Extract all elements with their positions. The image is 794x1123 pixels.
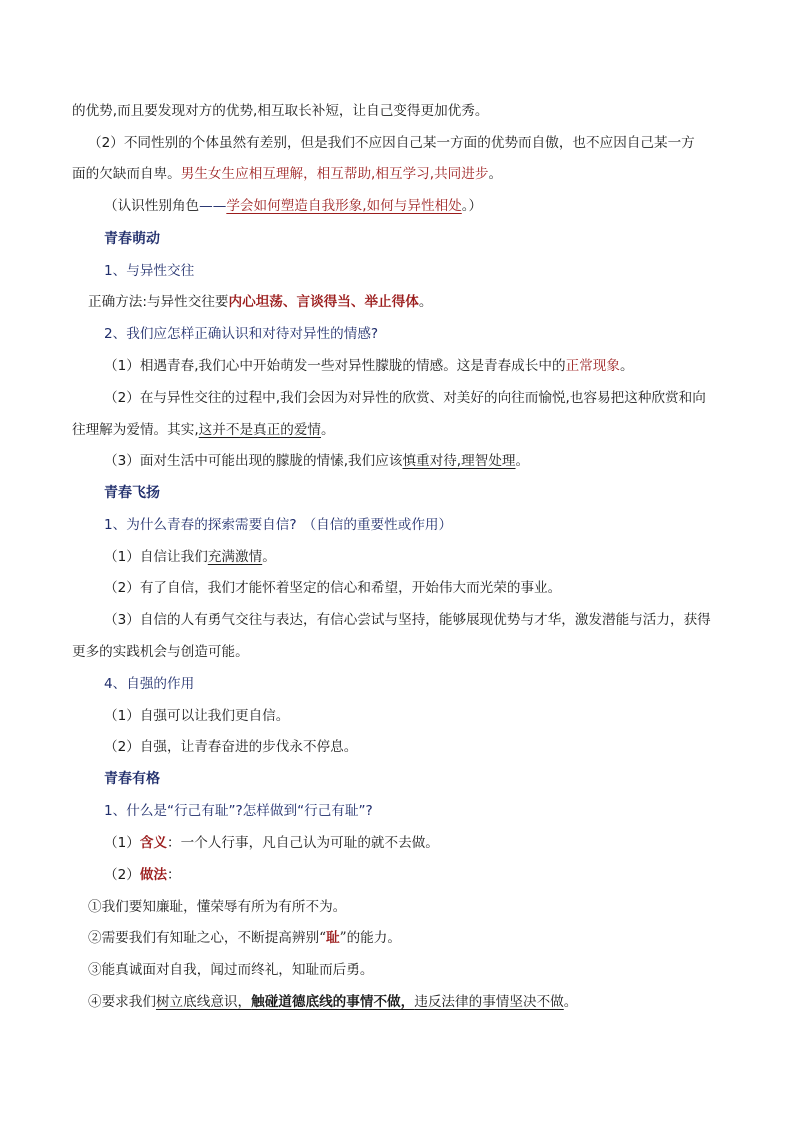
- paragraph-line: [0, 356, 794, 376]
- paragraph-line: [0, 451, 794, 471]
- text: ：: [167, 867, 181, 883]
- text: ③能真诚面对自我，闻过而终礼，知耻而后勇。: [88, 962, 374, 978]
- subheading-text: 1、为什么青春的探索需要自信?: [104, 517, 297, 533]
- paragraph-line: [0, 133, 794, 153]
- text: 。: [262, 549, 276, 565]
- text: （1）: [104, 835, 140, 851]
- text: 。: [515, 453, 530, 469]
- text: ①我们要知廉耻，懂荣辱有所为有所不为。: [88, 899, 347, 915]
- underlined-text: 充满激情: [207, 549, 263, 565]
- subheading: 2、我们应怎样正确认识和对待对异性的情感?: [104, 326, 379, 342]
- underlined-text: 树立底线意识，: [155, 994, 252, 1010]
- text: （3）面对生活中可能出现的朦胧的情愫,我们应该: [104, 453, 403, 469]
- paragraph-line: [0, 101, 794, 121]
- text: 正确方法:与异性交往要: [88, 294, 229, 310]
- paragraph-line: [0, 292, 794, 312]
- subheading: 1、什么是“行己有耻”?怎样做到“行己有耻”?: [104, 803, 373, 819]
- underlined-text: 这并不是真正的爱情: [198, 422, 322, 438]
- text: ②需要我们有知耻之心，不断提高辨别“: [88, 930, 327, 946]
- text: 。: [488, 166, 503, 182]
- emphasis-text: 男生女生应相互理解，相互帮助,相互学习,共同进步: [180, 166, 489, 182]
- text: 面的欠缺而自卑。: [72, 166, 181, 182]
- text: 。）: [461, 198, 483, 214]
- text: （2）有了自信，我们才能怀着坚定的信心和希望，开始伟大而光荣的事业。: [104, 580, 562, 596]
- text: （2）: [104, 867, 140, 883]
- list-item: [0, 992, 794, 1012]
- list-item: [0, 897, 794, 917]
- paragraph-line: [0, 578, 794, 598]
- bold-emphasis: 做法: [139, 867, 168, 883]
- text: 。: [321, 422, 335, 438]
- text: （1）相遇青春,我们心中开始萌发一些对异性朦胧的情感。这是青春成长中的: [104, 358, 566, 374]
- text: （1）自强可以让我们更自信。: [104, 708, 290, 724]
- underlined-text: 违反法律的事情坚决不做: [414, 994, 564, 1010]
- subheading: 1、与异性交往: [104, 263, 195, 279]
- section-heading: 青春有格: [104, 771, 160, 787]
- subheading: 4、自强的作用: [104, 676, 195, 692]
- text: （2）不同性别的个体虽然有差别，但是我们不应因自己某一方面的优势而自傲，也不应因自己某一方: [88, 135, 695, 151]
- text: （认识性别角色: [104, 198, 200, 214]
- paragraph-line: [0, 737, 794, 757]
- bold-emphasis: 内心坦荡、言谈得当、举止得体: [228, 294, 419, 310]
- paragraph-line: [0, 164, 794, 184]
- text: （2）在与异性交往的过程中,我们会因为对异性的欣赏、对美好的向往而愉悦,也容易把这种欣赏和向: [104, 390, 706, 406]
- underlined-text: 慎重对待,理智处理: [402, 453, 516, 469]
- text: （3）自信的人有勇气交往与表达，有信心尝试与坚持，能够展现优势与才华，激发潜能与活力，获得: [104, 612, 711, 628]
- paragraph-line: [0, 388, 794, 408]
- dash-text: ——: [199, 198, 227, 214]
- text: 的优势,而且要发现对方的优势,相互取长补短，让自己变得更加优秀。: [72, 103, 489, 119]
- paragraph-line: [0, 420, 794, 440]
- text: （2）自强，让青春奋进的步伐永不停息。: [104, 739, 358, 755]
- emphasis-text: 正常现象: [565, 358, 620, 374]
- bold-underlined-text: 触碰道德底线的事情不做，: [251, 994, 415, 1010]
- paragraph-line: [0, 610, 794, 630]
- list-item: [0, 928, 794, 948]
- subheading: [0, 515, 794, 535]
- text: 。: [563, 994, 578, 1010]
- paragraph-line: [0, 706, 794, 726]
- paragraph-line: [0, 196, 794, 216]
- bold-emphasis: 含义: [139, 835, 168, 851]
- text: 更多的实践机会与创造可能。: [72, 644, 249, 660]
- section-heading: 青春萌动: [104, 231, 160, 247]
- underlined-emphasis: 学会如何塑造自我形象,如何与异性相处: [226, 198, 462, 214]
- text: ④要求我们: [88, 994, 156, 1010]
- paragraph-line: [0, 865, 794, 885]
- bold-emphasis: 耻: [326, 930, 340, 946]
- text: 。: [418, 294, 433, 310]
- paragraph-line: [0, 547, 794, 567]
- text: ”的能力。: [339, 930, 401, 946]
- text: （1）自信让我们: [104, 549, 208, 565]
- text: 往理解为爱情。其实,: [72, 422, 199, 438]
- section-heading: 青春飞扬: [104, 485, 160, 501]
- text: ：一个人行事，凡自己认为可耻的就不去做。: [167, 835, 439, 851]
- paragraph-line: [0, 642, 794, 662]
- subheading-note: （自信的重要性或作用）: [302, 517, 453, 533]
- paragraph-line: [0, 833, 794, 853]
- list-item: [0, 960, 794, 980]
- text: 。: [619, 358, 634, 374]
